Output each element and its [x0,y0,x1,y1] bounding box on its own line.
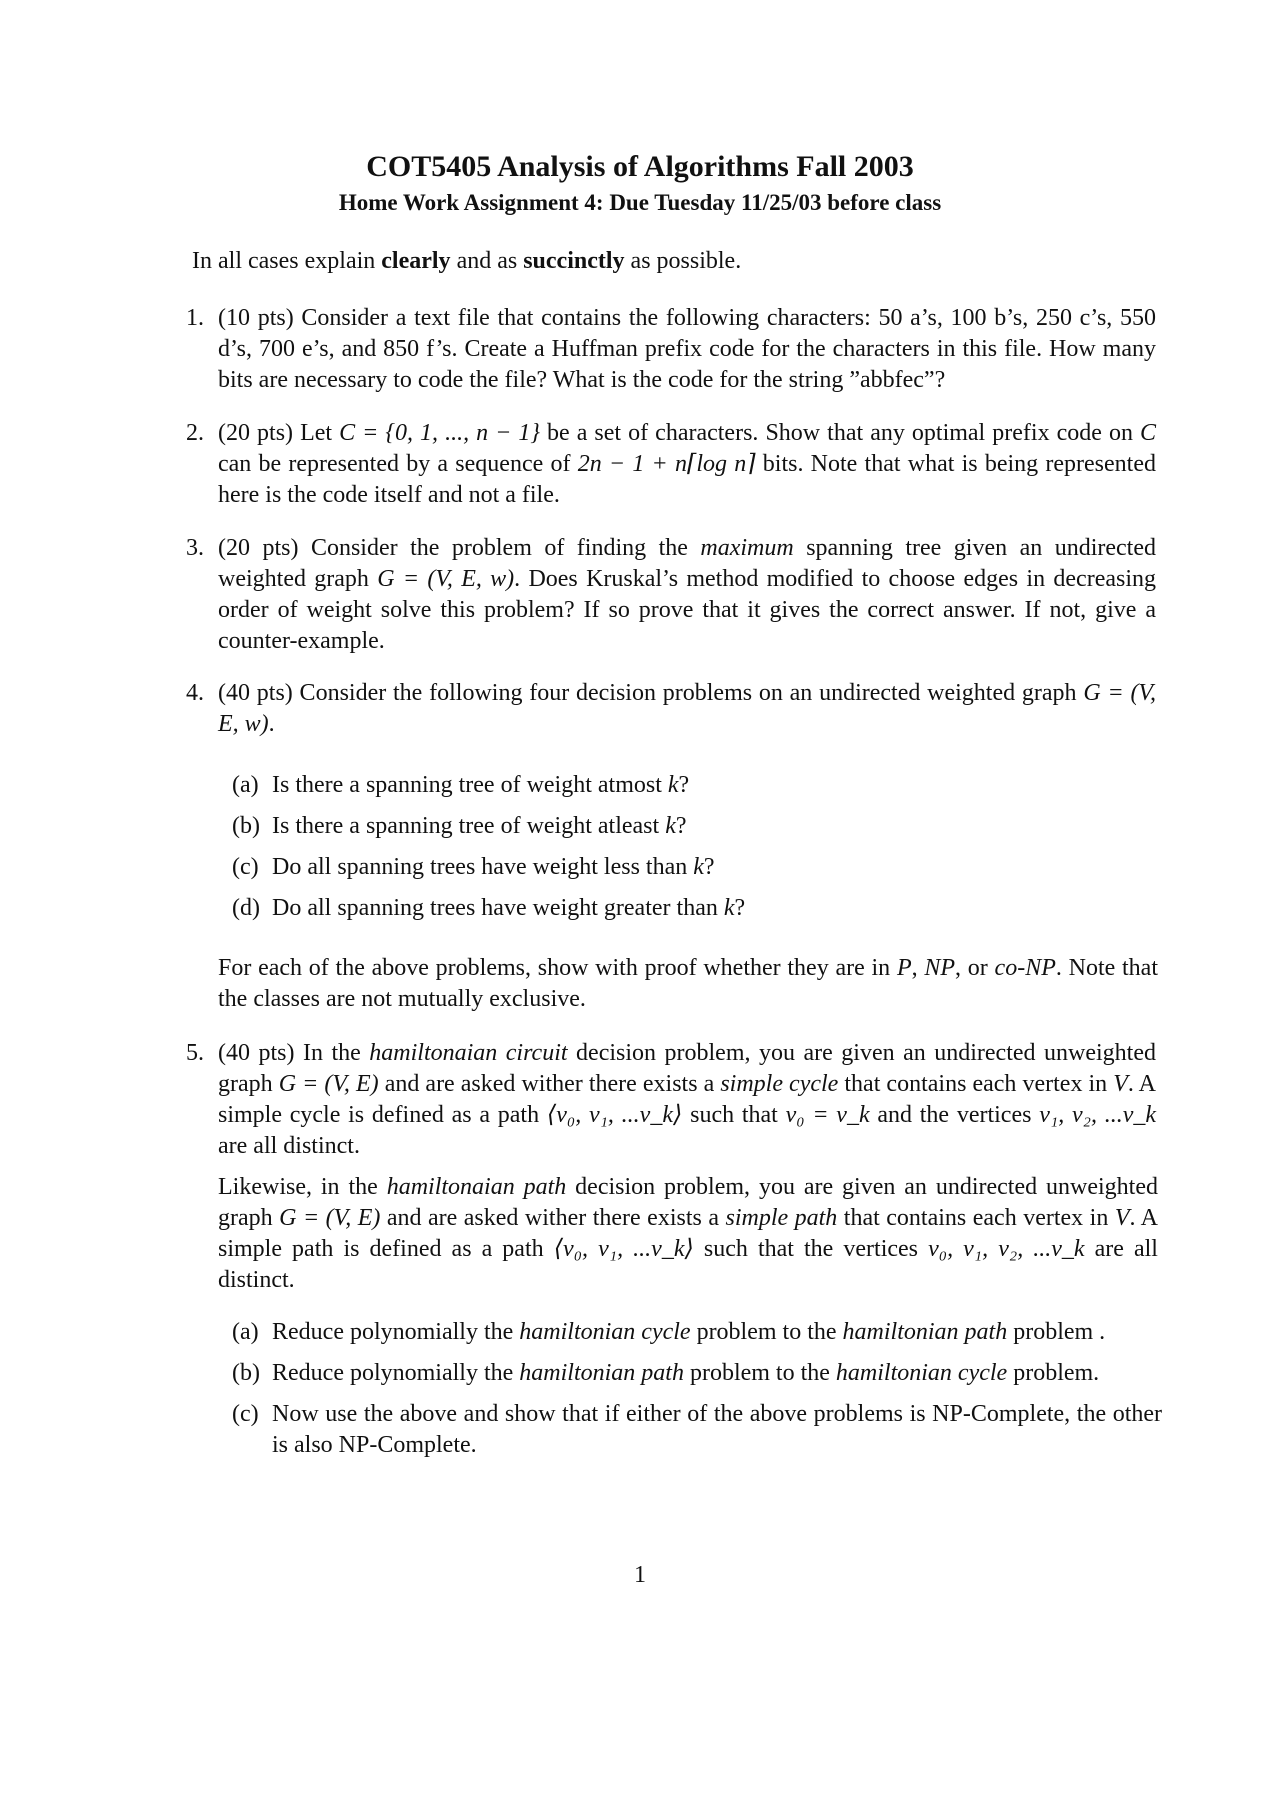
text-run: problem . [1007,1319,1106,1345]
math-expression: V [1114,1205,1130,1231]
emphasis: hamiltonian path [519,1360,684,1386]
math-expression: ⟨v₀, v₁, ...v_k⟩ [553,1236,694,1262]
text-run: ? [703,854,715,880]
question-number: 3. [186,535,204,561]
text-run: decision problem, you are given an undirected unweighted graph [218,1040,1156,1097]
intro-instructions [192,246,741,277]
emphasis: simple path [725,1205,838,1231]
text-run: such that the vertices [693,1236,929,1262]
question-5 [186,1038,1156,1162]
intro-bold: clearly [381,248,451,274]
text-run: bits. Note that what is being represented here is the code itself and not a file. [218,451,1156,508]
math-expression: 2n − 1 + n⌈log n⌉ [577,451,756,477]
question-2 [186,418,1156,511]
intro-text: as possible. [624,248,742,274]
subpart-label: (d) [232,895,260,921]
text-run: and the vertices [869,1102,1040,1128]
emphasis: hamiltonaian path [386,1174,567,1200]
math-expression: G = (V, E, w) [377,566,515,592]
emphasis: co-NP [994,955,1056,981]
text-run: and are asked wither there exists a [378,1071,721,1097]
text-run: . A simple cycle is defined as a path [218,1071,1156,1128]
question-4 [186,678,1156,740]
intro-bold: succinctly [523,248,625,274]
math-variable: k [693,854,704,880]
emphasis: hamiltonian cycle [519,1319,691,1345]
text-run: can be represented by a sequence of [218,451,578,477]
emphasis: hamiltonian path [842,1319,1008,1345]
subpart-c [232,852,1162,883]
math-expression: C = {0, 1, ..., n − 1} [339,420,540,446]
text-run: (40 pts) In the [218,1040,370,1066]
question-4-followup [218,953,1158,1015]
emphasis: hamiltonian cycle [835,1360,1008,1386]
subpart-label: (c) [232,854,259,880]
page-number: 1 [634,1562,646,1588]
text-run: , [911,955,925,981]
math-expression: G = (V, E, w) [218,680,1156,737]
question-5-subparts [232,1317,1162,1471]
intro-text: In all cases explain [192,248,382,274]
subpart-text: Do all spanning trees have weight greater than [272,895,724,921]
subpart-a [232,770,1162,801]
question-number: 1. [186,305,204,331]
text-run: such that [682,1102,786,1128]
emphasis: maximum [700,535,794,561]
intro-text: and as [450,248,524,274]
text-run: decision problem, you are given an undirected unweighted graph [218,1174,1158,1231]
document-subtitle: Home Work Assignment 4: Due Tuesday 11/25/03 before class [338,190,942,215]
text-run: spanning tree given an undirected weighted graph [218,535,1156,592]
text-run: (20 pts) Let [218,420,340,446]
question-number: 2. [186,420,204,446]
text-run: Likewise, in the [218,1174,387,1200]
math-variable: k [723,895,735,921]
text-run: Reduce polynomially the [272,1319,520,1345]
math-variable: k [667,772,679,798]
text-run: (40 pts) Consider the following four decision problems on an undirected weighted graph [218,680,1084,706]
math-expression: G = (V, E) [278,1071,379,1097]
subpart-d [232,893,1162,924]
emphasis: simple cycle [720,1071,839,1097]
math-expression: G = (V, E) [279,1205,381,1231]
text-run: are all distinct. [218,1236,1158,1293]
subpart-label: (b) [232,813,260,839]
question-text [218,678,1156,740]
text-run: ? [734,895,746,921]
text-run: ? [675,813,687,839]
question-text [218,533,1156,657]
text-run: Now use the above and show that if either of the above problems is NP-Complete, the other is also NP-Complete. [272,1401,1162,1458]
subpart-b [232,1358,1162,1389]
subpart-label: (a) [232,1319,259,1345]
text-run: problem to the [690,1319,843,1345]
subpart-label: (c) [232,1401,259,1427]
text-run: problem to the [683,1360,836,1386]
math-variable: k [665,813,676,839]
question-number: 4. [186,680,204,706]
document-title: COT5405 Analysis of Algorithms Fall 2003 [366,150,914,183]
math-expression: C [1140,420,1157,446]
math-expression: v₀ = v_k [785,1102,870,1128]
text-run: that contains each vertex in [838,1071,1114,1097]
question-text: (10 pts) Consider a text file that contains the following characters: 50 a’s, 100 b’s, 250 c’s, 550 d’s, 700 e’s, and 850 f’s. Create a Huffman prefix code for the characters in this file. How many bits are necessary to code the file? What is the code for the string ”abbfec”? [218,305,1156,393]
subpart-text: Do all spanning trees have weight less than [272,854,694,880]
question-5-paragraph-2 [218,1172,1158,1296]
question-1 [186,303,1156,396]
subpart-text: Is there a spanning tree of weight atleast [272,813,666,839]
text-run: that contains each vertex in [837,1205,1115,1231]
text-run: . A simple path is defined as a path [218,1205,1158,1262]
text-run: problem. [1007,1360,1100,1386]
subpart-label: (a) [232,772,259,798]
math-expression: V [1113,1071,1128,1097]
text-run: ? [678,772,690,798]
subpart-b [232,811,1162,842]
emphasis: hamiltonaian circuit [369,1040,568,1066]
question-4-subparts [232,770,1162,934]
math-expression: v₀, v₁, v₂, ...v_k [928,1236,1085,1262]
text-run: . Note that the classes are not mutually exclusive. [218,955,1159,1012]
math-expression: v₁, v₂, ...v_k [1039,1102,1157,1128]
emphasis: NP [924,955,956,981]
text-run: . Does Kruskal’s method modified to choose edges in decreasing order of weight solve this problem? If so prove that it gives the correct answer. If not, give a counter-example. [218,566,1157,654]
question-3 [186,533,1156,657]
text-run: , or [955,955,995,981]
emphasis: P [896,955,912,981]
text-run: For each of the above problems, show with proof whether they are in [218,955,897,981]
question-text [218,1038,1156,1162]
text-run: Reduce polynomially the [272,1360,520,1386]
text-run: (20 pts) Consider the problem of finding the [218,535,701,561]
subpart-label: (b) [232,1360,260,1386]
question-text [218,418,1156,511]
subpart-text: Is there a spanning tree of weight atmost [272,772,668,798]
text-run: . [268,711,275,737]
text-run: and are asked wither there exists a [380,1205,726,1231]
question-number: 5. [186,1040,204,1066]
subpart-a [232,1317,1162,1348]
subpart-c [232,1399,1162,1461]
math-expression: ⟨v₀, v₁, ...v_k⟩ [546,1102,683,1128]
text-run: are all distinct. [218,1133,360,1159]
text-run: be a set of characters. Show that any optimal prefix code on [540,420,1140,446]
